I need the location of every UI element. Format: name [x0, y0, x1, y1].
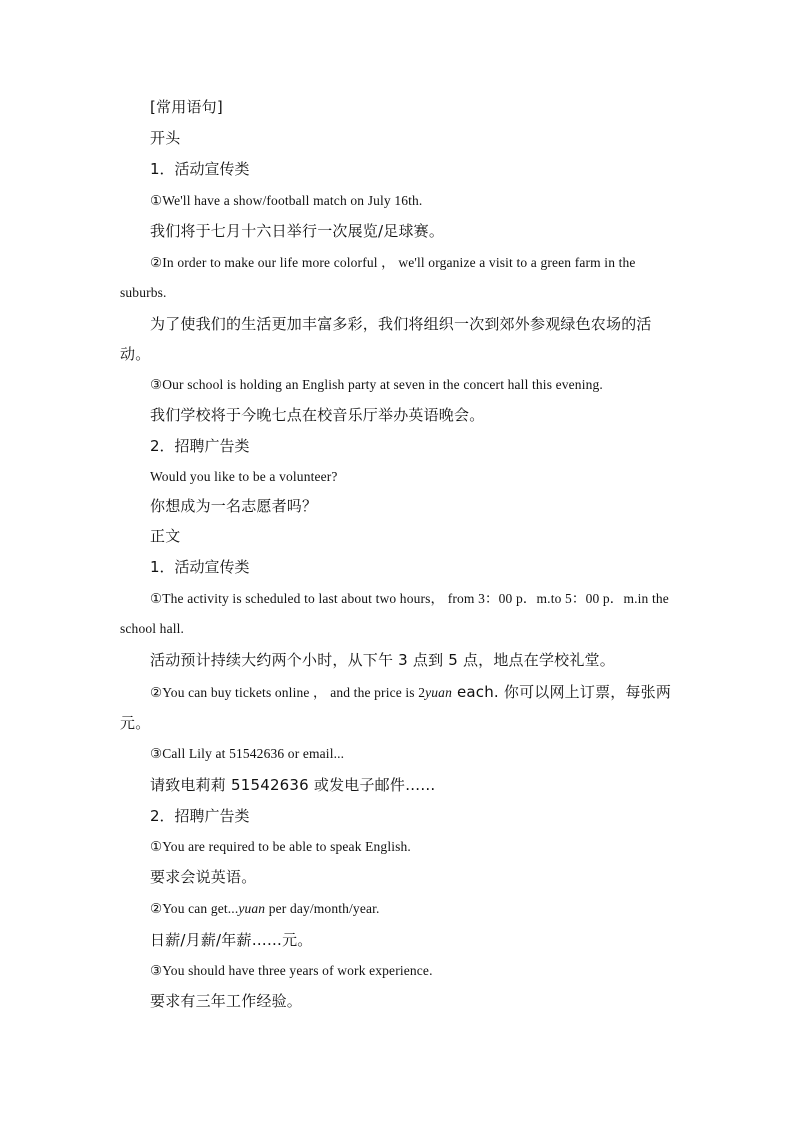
sentence-zh-9: 日薪/月薪/年薪……元。: [150, 931, 313, 949]
sentence-zh-2: 为了使我们的生活更加丰富多彩，我们将组织一次到郊外参观绿色农场的活动。: [120, 315, 652, 363]
section-label-common-sentences: [常用语句]: [150, 98, 223, 116]
sentence-en-2: ②In order to make our life more colorful ， we'll organize a visit to a green farm in the suburbs.: [120, 255, 636, 300]
sentence-zh-10: 要求有三年工作经验。: [150, 992, 303, 1010]
sentence-en-9-yuan: yuan: [238, 901, 266, 916]
sentence-zh-1: 我们将于七月十六日举行一次展览/足球赛。: [150, 222, 445, 240]
sentence-zh-5: 活动预计持续大约两个小时，从下午 3 点到 5 点，地点在学校礼堂。: [150, 651, 615, 669]
sentence-zh-4: 你想成为一名志愿者吗？: [150, 497, 318, 515]
sentence-en-9-part-a: ②You can get...: [150, 901, 239, 916]
sentence-en-6: [120, 677, 676, 739]
subsection-opening: 开头: [150, 129, 181, 147]
subsection-body: 正文: [150, 527, 181, 545]
heading-event-promotion: 1．活动宣传类: [150, 160, 250, 178]
sentence-en-9: [150, 894, 678, 924]
sentence-en-10: ③You should have three years of work experience.: [150, 963, 433, 978]
sentence-en-5: ①The activity is scheduled to last about two hours， from 3：00 p．m.to 5：00 p．m.in the school hall.: [120, 591, 669, 636]
sentence-en-6-yuan: yuan: [425, 685, 452, 700]
sentence-en-6-part-c: each. 你可以网上订票，每张两元。: [120, 683, 672, 732]
sentence-zh-8: 要求会说英语。: [150, 868, 257, 886]
sentence-en-7: ③Call Lily at 51542636 or email...: [150, 746, 345, 761]
sentence-zh-7: 请致电莉莉 51542636 或发电子邮件……: [150, 776, 436, 794]
sentence-en-8: ①You are required to be able to speak English.: [150, 839, 411, 854]
sentence-en-6-part-a: ②You can buy tickets online ， and the price is 2: [150, 685, 426, 700]
heading-recruitment-ad: 2．招聘广告类: [150, 437, 250, 455]
sentence-zh-3: 我们学校将于今晚七点在校音乐厅举办英语晚会。: [150, 406, 485, 424]
heading-recruitment-ad-2: 2．招聘广告类: [150, 807, 250, 825]
sentence-en-1: ①We'll have a show/football match on July 16th.: [150, 193, 423, 208]
sentence-en-9-part-c: per day/month/year.: [265, 901, 380, 916]
sentence-en-3: ③Our school is holding an English party at seven in the concert hall this evening.: [150, 377, 603, 392]
heading-event-promotion-2: 1．活动宣传类: [150, 558, 250, 576]
sentence-en-4: Would you like to be a volunteer?: [150, 469, 338, 484]
